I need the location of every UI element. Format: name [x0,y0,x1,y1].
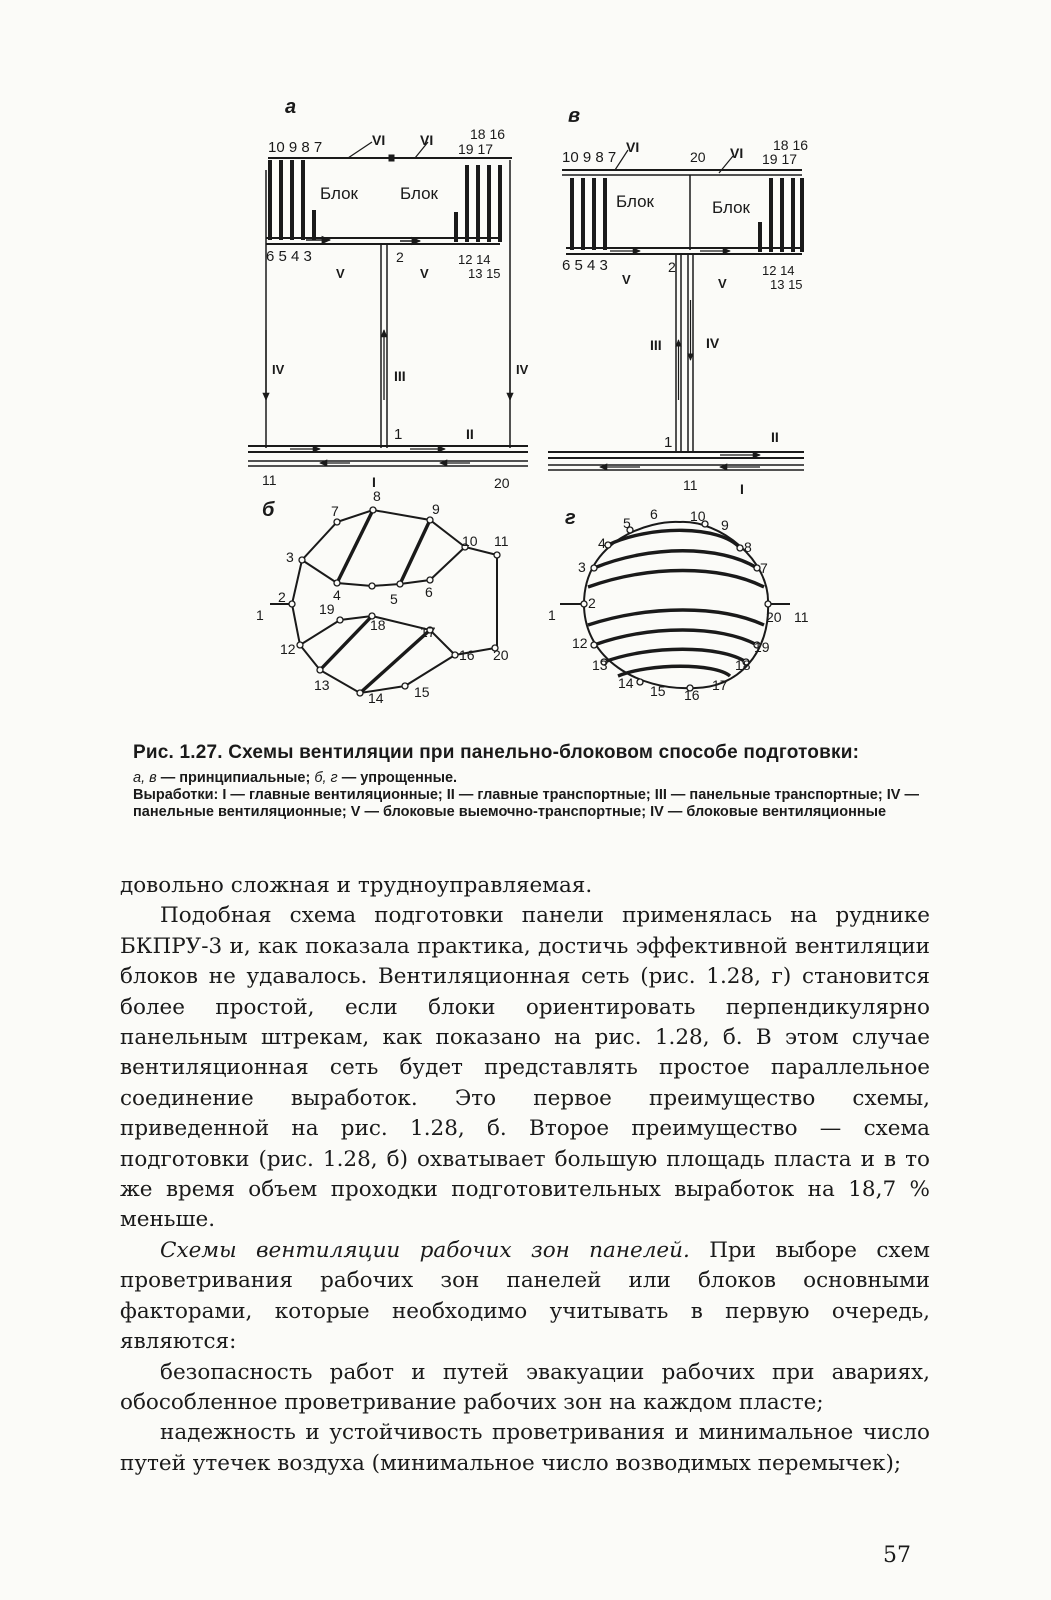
panel-g-node-20: 20 [766,609,782,625]
paragraph-3 [120,1236,930,1358]
panel-v-num-2: 2 [668,259,676,275]
caption-text-a: — принципиальные; [156,770,315,786]
paragraph-4: безопасность работ и путей эвакуации рабочих при авариях, обособленное проветривание рабочих зон на каждом пласте; [120,1359,930,1415]
panel-b-node-14: 14 [368,690,384,706]
caption-title: Рис. 1.27. Схемы вентиляции при панельно-блоковом способе подготовки: [133,742,860,763]
panel-a-roman-iv-left: IV [272,362,285,377]
panel-g-node-12: 12 [572,635,588,651]
panel-v-roman-iv: IV [706,335,720,351]
panel-g-node-10: 10 [690,508,706,524]
panel-v-block-left: Блок [616,192,654,211]
panel-g-node-18: 18 [735,657,751,673]
panel-a-roman-v-right: V [420,266,429,281]
panel-a-roman-iv-right: IV [516,362,529,377]
body-text [120,871,930,1479]
panel-a-roman-v-left: V [336,266,345,281]
panel-g-node-7: 7 [760,560,768,576]
panel-a-labels-top-right-2: 19 17 [458,141,494,157]
panel-a-roman-vi-right: VI [420,132,434,148]
panel-a-roman-vi-left: VI [372,132,386,148]
panel-a-labels-top-right-1: 18 16 [470,126,506,142]
panel-a-labels-bottom-right-2: 13 15 [468,266,501,281]
panel-b-node-16: 16 [459,647,475,663]
panel-g-node-9: 9 [721,517,729,533]
panel-g-node-13: 13 [592,657,608,673]
panel-a-labels-bottom-left: 6 5 4 3 [266,248,312,265]
panel-v-num-11: 11 [683,477,698,493]
panel-v-roman-vi-right: VI [730,145,744,161]
panel-v-roman-v-right: V [718,276,727,291]
panel-b-node-15: 15 [414,684,430,700]
caption-line-1 [133,770,948,787]
panel-b-node-19: 19 [319,601,335,617]
panel-v-labels-bottom-right-1: 12 14 [762,263,795,278]
paragraph-3-lead: Схемы вентиляции рабочих зон панелей. [160,1237,690,1263]
panel-v-letter: в [568,105,581,127]
panel-v-labels-bottom-left: 6 5 4 3 [562,257,608,274]
panel-a-labels-top-left: 10 9 8 7 [268,139,323,156]
panel-b [256,488,509,706]
page-number: 57 [883,1543,911,1568]
panel-g-node-5: 5 [623,515,631,531]
panel-b-node-1: 1 [256,607,264,623]
panel-v-num-1: 1 [664,434,673,451]
panel-v [548,105,808,497]
panel-b-node-7: 7 [331,503,339,519]
panel-b-node-10: 10 [462,533,478,549]
panel-v-roman-v-left: V [622,272,631,287]
panel-g-letter: г [565,507,576,529]
panel-g-node-14: 14 [618,675,634,691]
panel-b-node-12: 12 [280,641,296,657]
panel-g [548,506,809,703]
panel-g-node-19: 19 [754,639,770,655]
panel-b-node-13: 13 [314,677,330,693]
paragraph-2: Подобная схема подготовки панели применялась на руднике БКПРУ-3 и, как показала практика, достичь эффективной вентиляции блоков не удавалось. Вентиляционная сеть (рис. 1.28, г) становится более простой, если блоки ориентировать перпендикулярно панельным штрекам, как показано на рис. 1.28, б. В этом случае вентиляционная сеть будет представлять простое параллельное соединение выработок. Это первое преимущество схемы, приведенной на рис. 1.28, б. Второе преимущество — схема подготовки (рис. 1.28, б) охватывает большую площадь пласта и в то же время объем проходки подготовительных выработок на 18,7 % меньше. [120,903,930,1233]
panel-b-node-3: 3 [286,549,294,565]
panel-a-num-11: 11 [262,472,277,488]
panel-v-labels-bottom-right-2: 13 15 [770,277,803,292]
panel-a-roman-i: I [372,474,376,490]
paragraph-3-rest: При выборе схем проветривания рабочих зон панелей или блоков основными факторами, которые необходимо учитывать в первую очередь, являются: [120,1237,930,1355]
panel-b-letter: б [262,499,275,521]
panel-b-node-17: 17 [420,624,436,640]
panel-v-roman-vi-left: VI [626,139,640,155]
panel-a-num-1: 1 [394,426,403,443]
panel-g-node-6: 6 [650,506,658,522]
caption-italic-b: б, г [314,770,338,786]
caption-italic-a: а, в [133,770,157,786]
panel-b-node-2: 2 [278,589,286,605]
panel-v-roman-i: I [740,481,744,497]
panel-g-node-4: 4 [598,535,606,551]
panel-g-node-16: 16 [684,687,700,703]
panel-v-labels-top-right-2: 19 17 [762,151,798,167]
panel-g-node-3: 3 [578,559,586,575]
panel-v-block-right: Блок [712,198,750,217]
panel-v-num-20: 20 [690,149,706,165]
panel-v-labels-top-right-1: 18 16 [773,137,809,153]
caption-text-b: — упрощенные. [337,770,458,786]
panel-g-node-15: 15 [650,683,666,699]
panel-b-node-20: 20 [493,647,509,663]
panel-a-labels-bottom-right-1: 12 14 [458,252,491,267]
panel-g-node-17: 17 [712,677,728,693]
panel-b-node-9: 9 [432,501,440,517]
panel-b-node-11: 11 [494,533,509,549]
paragraph-5: надежность и устойчивость проветривания и минимальное число путей утечек воздуха (минимальное число возводимых перемычек); [120,1420,930,1476]
panel-b-node-4: 4 [333,587,341,603]
panel-b-node-6: 6 [425,584,433,600]
panel-b-node-18: 18 [370,617,386,633]
panel-a-roman-ii: II [466,426,474,442]
caption-line-2: Выработки: I — главные вентиляционные; II — главные транспортные; III — панельные транспортные; IV — панельные вентиляционные; V — блоковые выемочно-транспортные; IV — блоковые вентиляционные [133,787,919,820]
panel-b-node-5: 5 [390,591,398,607]
panel-a [248,96,529,491]
panel-a-block-left: Блок [320,184,358,203]
panel-g-node-1: 1 [548,607,556,623]
panel-b-node-8: 8 [373,488,381,504]
panel-g-node-8: 8 [744,539,752,555]
panel-a-num-20: 20 [494,475,510,491]
panel-v-roman-iii: III [650,337,662,353]
figure-ventilation-schemes [0,0,1051,735]
panel-a-num-2: 2 [396,249,404,265]
panel-v-labels-top-left: 10 9 8 7 [562,149,617,166]
panel-a-roman-iii: III [394,368,406,384]
panel-g-node-11: 11 [794,609,809,625]
figure-caption [133,742,948,821]
panel-g-node-2: 2 [588,595,596,611]
paragraph-1: довольно сложная и трудноуправляемая. [120,873,593,898]
panel-v-roman-ii: II [771,429,779,445]
panel-a-letter: а [285,96,297,118]
panel-a-block-right: Блок [400,184,438,203]
